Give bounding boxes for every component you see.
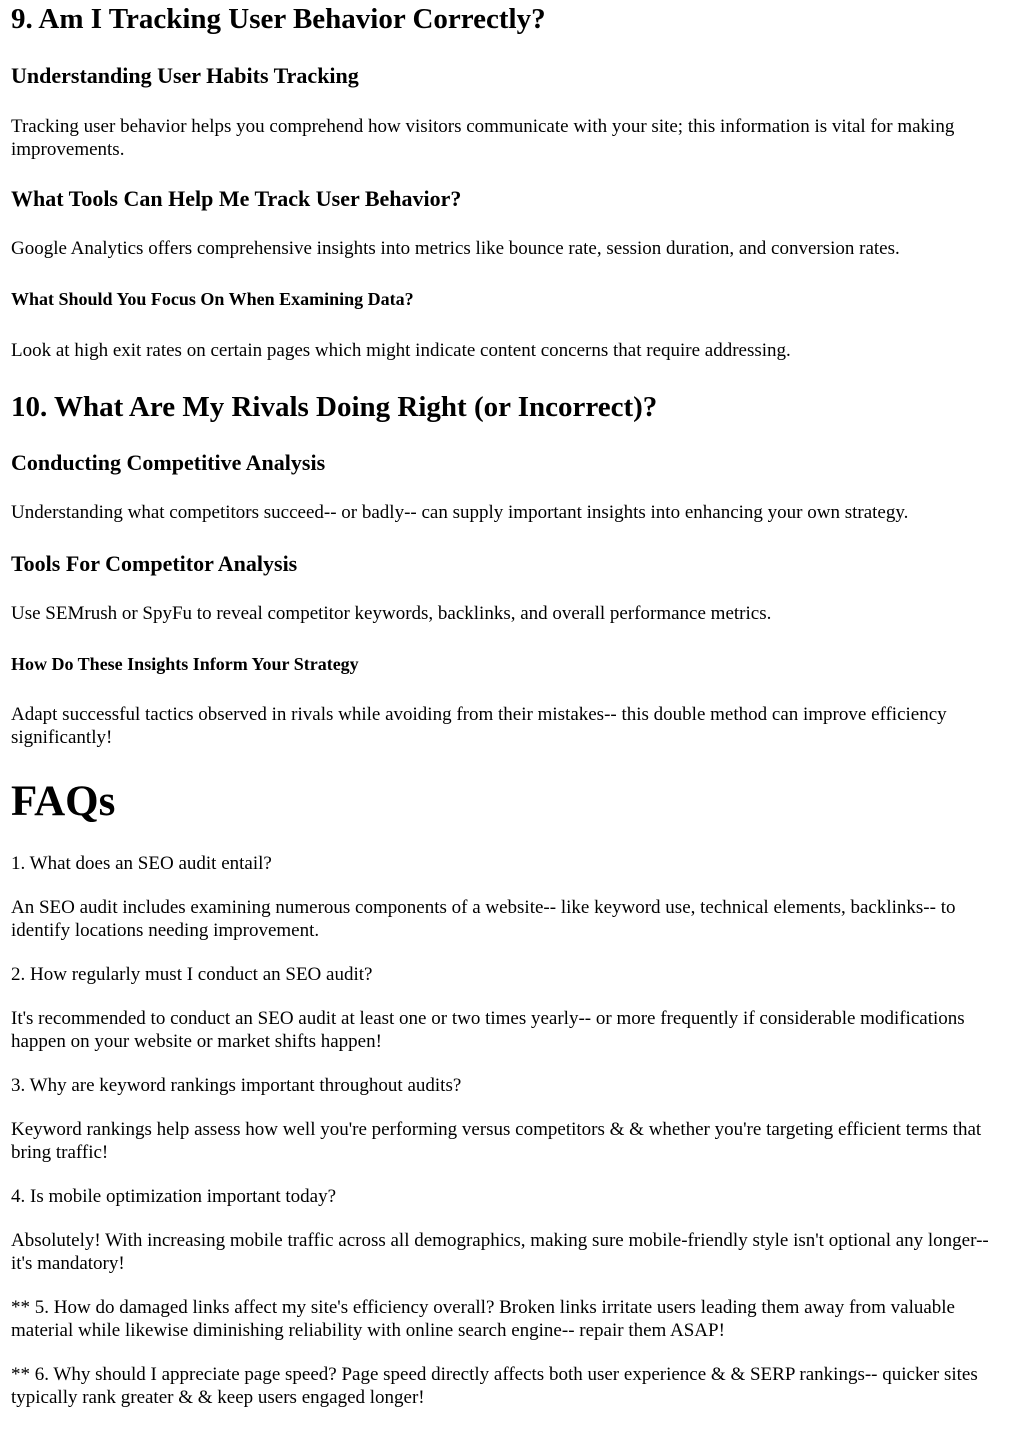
faq-extra-paragraph: ** 5. How do damaged links affect my site's efficiency overall? Broken links irritate users leading them away from valuable material while likewise diminishing reliability with online search engine-- repair them ASAP! — [11, 1297, 955, 1341]
faq-answer: It's recommended to conduct an SEO audit at least one or two times yearly-- or more frequently if considerable modifications happen on your website or market shifts happen! — [11, 1008, 965, 1052]
section-9-title: 9. Am I Tracking User Behavior Correctly? — [11, 3, 546, 35]
section-9-sub3-heading: What Should You Focus On When Examining Data? — [11, 289, 414, 309]
section-10-sub3-heading: How Do These Insights Inform Your Strategy — [11, 654, 359, 674]
section-9-sub1-heading: Understanding User Habits Tracking — [11, 63, 359, 88]
section-10-sub2-text: Use SEMrush or SpyFu to reveal competitor keywords, backlinks, and overall performance metrics. — [11, 603, 772, 624]
section-10-sub1-text: Understanding what competitors succeed-- or badly-- can supply important insights into enhancing your own strategy. — [11, 502, 909, 523]
section-10-sub3-text: Adapt successful tactics observed in rivals while avoiding from their mistakes-- this double method can improve efficiency significantly! — [11, 704, 947, 748]
faq-extra-paragraph: ** 6. Why should I appreciate page speed? Page speed directly affects both user experience & & SERP rankings-- quicker sites typically rank greater & & keep users engaged longer! — [11, 1364, 978, 1408]
faq-question: 3. Why are keyword rankings important throughout audits? — [11, 1075, 462, 1096]
faq-question: 1. What does an SEO audit entail? — [11, 853, 272, 874]
section-9-sub3-text: Look at high exit rates on certain pages which might indicate content concerns that require addressing. — [11, 340, 791, 361]
section-10-sub2-heading: Tools For Competitor Analysis — [11, 551, 298, 576]
faq-answer: Keyword rankings help assess how well you're performing versus competitors & & whether you're targeting efficient terms that bring traffic! — [11, 1119, 982, 1163]
section-9-sub1-text: Tracking user behavior helps you comprehend how visitors communicate with your site; this information is vital for making improvements. — [11, 116, 955, 160]
faq-answer: An SEO audit includes examining numerous components of a website-- like keyword use, technical elements, backlinks-- to identify locations needing improvement. — [11, 897, 956, 941]
faq-answer: Absolutely! With increasing mobile traffic across all demographics, making sure mobile-friendly style isn't optional any longer-- it's mandatory! — [11, 1230, 989, 1274]
faqs-title: FAQs — [11, 778, 116, 825]
section-10-title: 10. What Are My Rivals Doing Right (or Incorrect)? — [11, 391, 658, 423]
section-10-sub1-heading: Conducting Competitive Analysis — [11, 450, 326, 475]
faq-question: 2. How regularly must I conduct an SEO audit? — [11, 964, 373, 985]
faq-question: 4. Is mobile optimization important today? — [11, 1186, 337, 1207]
section-9-sub2-text: Google Analytics offers comprehensive insights into metrics like bounce rate, session duration, and conversion rates. — [11, 238, 900, 259]
section-9-sub2-heading: What Tools Can Help Me Track User Behavior? — [11, 186, 462, 211]
